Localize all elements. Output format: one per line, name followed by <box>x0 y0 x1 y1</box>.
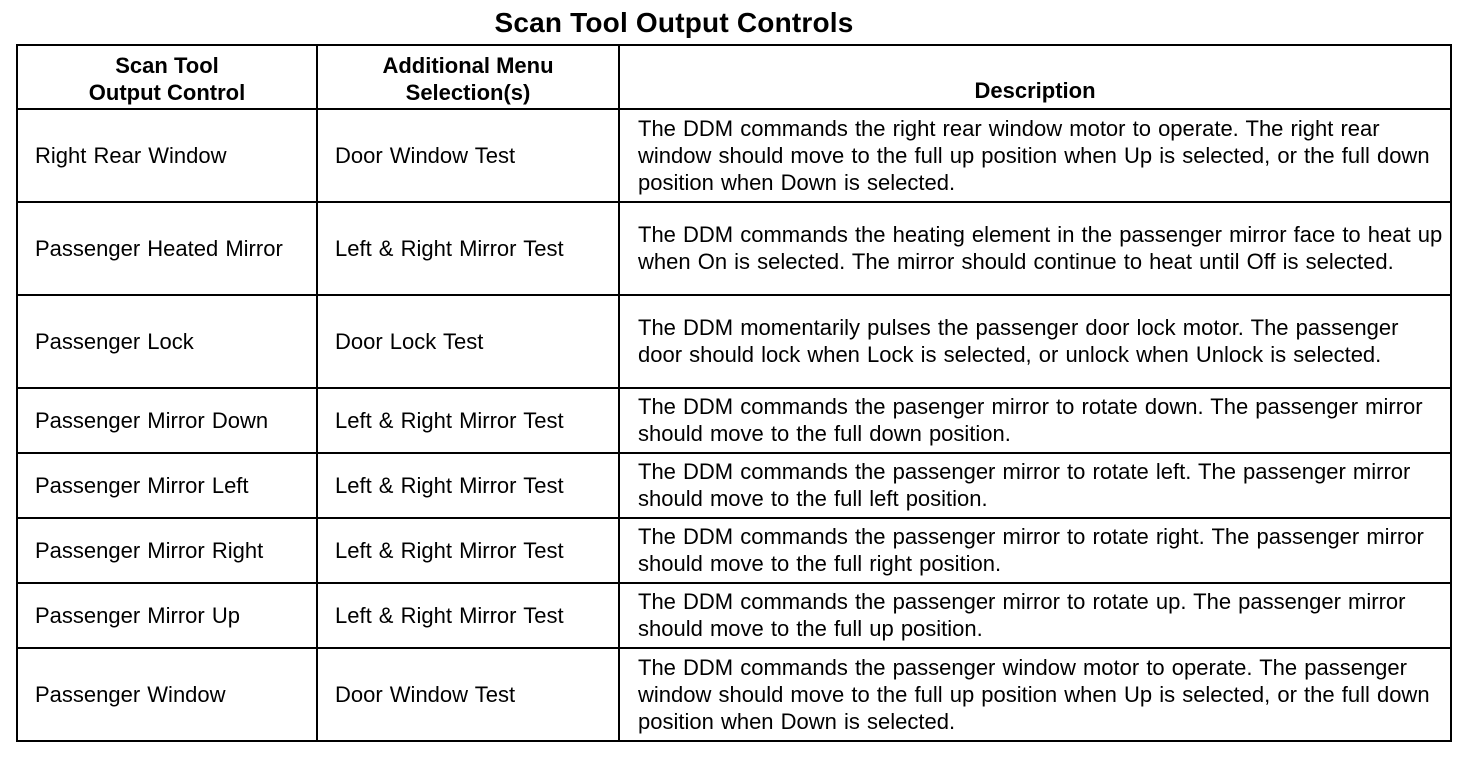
cell-output-control: Passenger Mirror Right <box>17 518 317 583</box>
cell-output-control: Passenger Mirror Left <box>17 453 317 518</box>
cell-menu-selection: Left & Right Mirror Test <box>317 388 619 453</box>
cell-description: The DDM commands the passenger mirror to rotate right. The passenger mirror should move to the full right position. <box>619 518 1451 583</box>
table-row <box>17 109 1451 202</box>
cell-description: The DDM commands the passenger window motor to operate. The passenger window should move to the full up position when Up is selected, or the full down position when Down is selected. <box>619 648 1451 741</box>
cell-menu-selection: Left & Right Mirror Test <box>317 518 619 583</box>
cell-menu-selection: Door Lock Test <box>317 295 619 388</box>
cell-output-control: Passenger Heated Mirror <box>17 202 317 295</box>
table-row <box>17 295 1451 388</box>
header-output-control <box>17 45 317 109</box>
cell-output-control: Right Rear Window <box>17 109 317 202</box>
cell-description: The DDM commands the passenger mirror to rotate left. The passenger mirror should move to the full left position. <box>619 453 1451 518</box>
header-description: Description <box>619 45 1451 109</box>
table-header-row <box>17 45 1451 109</box>
cell-menu-selection: Left & Right Mirror Test <box>317 583 619 648</box>
cell-menu-selection: Door Window Test <box>317 109 619 202</box>
cell-output-control: Passenger Mirror Up <box>17 583 317 648</box>
table-row <box>17 202 1451 295</box>
table-row <box>17 388 1451 453</box>
page-title: Scan Tool Output Controls <box>494 7 854 38</box>
cell-output-control: Passenger Window <box>17 648 317 741</box>
table-row <box>17 583 1451 648</box>
cell-description: The DDM commands the pasenger mirror to rotate down. The passenger mirror should move to the full down position. <box>619 388 1451 453</box>
header-output-control-line2: Output Control <box>88 80 246 105</box>
header-menu-selection <box>317 45 619 109</box>
table-row <box>17 648 1451 741</box>
cell-description: The DDM commands the right rear window motor to operate. The right rear window should move to the full up position when Up is selected, or the full down position when Down is selected. <box>619 109 1451 202</box>
output-controls-table <box>16 44 1452 742</box>
table-row <box>17 453 1451 518</box>
header-menu-selection-line2: Selection(s) <box>405 80 531 105</box>
cell-description: The DDM commands the heating element in the passenger mirror face to heat up when On is selected. The mirror should continue to heat until Off is selected. <box>619 202 1451 295</box>
cell-output-control: Passenger Mirror Down <box>17 388 317 453</box>
header-menu-selection-line1: Additional Menu <box>382 53 554 78</box>
table-row <box>17 518 1451 583</box>
cell-menu-selection: Left & Right Mirror Test <box>317 202 619 295</box>
header-output-control-line1: Scan Tool <box>115 53 219 78</box>
cell-output-control: Passenger Lock <box>17 295 317 388</box>
cell-menu-selection: Door Window Test <box>317 648 619 741</box>
cell-menu-selection: Left & Right Mirror Test <box>317 453 619 518</box>
cell-description: The DDM commands the passenger mirror to rotate up. The passenger mirror should move to the full up position. <box>619 583 1451 648</box>
cell-description: The DDM momentarily pulses the passenger door lock motor. The passenger door should lock when Lock is selected, or unlock when Unlock is selected. <box>619 295 1451 388</box>
